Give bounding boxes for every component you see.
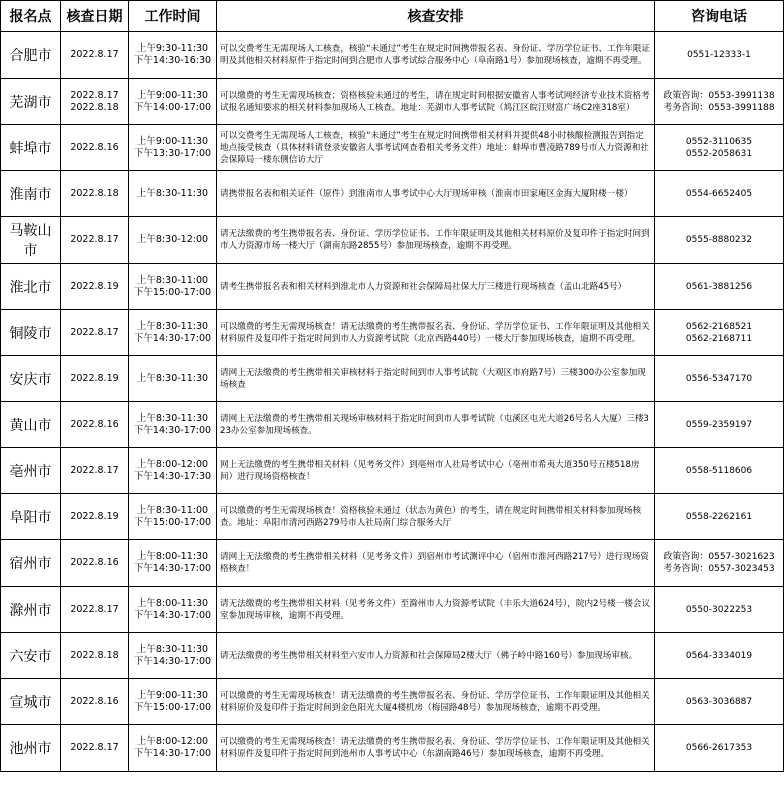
working-hours-cell [129, 402, 217, 448]
phone-line: 考务咨询：0553-3991188 [663, 102, 775, 113]
verification-arrangement-cell: 可以缴费的考生无需现场核查！请无法缴费的考生携带报名表、身份证、学历学位证书、工作年限证明及其他相关材料原件及复印件于指定时间到市人力资源考试院（北京西路440号）一楼大厅参加现场核查，逾期不再受理。 [217, 310, 655, 356]
verification-arrangement-cell: 请无法缴费的考生携带相关材料（见考务文件）至滁州市人力资源考试院（丰乐大道624号），院内2号楼一楼会议室参加现场审核，逾期不再受理。 [217, 587, 655, 633]
verification-date-cell [61, 494, 129, 540]
contact-phone-cell [655, 633, 784, 679]
table-row [1, 217, 784, 264]
verification-date-cell [61, 264, 129, 310]
time-line: 下午14:30-17:30 [133, 470, 212, 482]
date-line: 2022.8.17 [70, 464, 119, 476]
time-line: 上午8:00-11:30 [136, 597, 209, 609]
date-line: 2022.8.16 [70, 557, 119, 568]
verification-date-cell [61, 540, 129, 587]
header-verification-date: 核查日期 [61, 1, 129, 32]
registration-site-cell: 马鞍山市 [1, 217, 61, 264]
table-row [1, 679, 784, 725]
time-line: 上午8:30-11:00 [136, 504, 209, 516]
registration-site-cell: 蚌埠市 [1, 125, 61, 171]
table-row [1, 310, 784, 356]
contact-phone-cell [655, 310, 784, 356]
table-row [1, 448, 784, 494]
working-hours-cell [129, 494, 217, 540]
date-line: 2022.8.17 [70, 742, 119, 753]
time-line: 上午9:00-11:30 [136, 689, 209, 701]
phone-line: 0550-3022253 [685, 604, 753, 615]
time-line: 下午15:00-17:00 [133, 286, 212, 298]
contact-phone-cell [655, 356, 784, 402]
date-line: 2022.8.17 [70, 89, 119, 101]
working-hours-cell [129, 79, 217, 125]
time-line: 上午9:00-11:30 [136, 89, 209, 101]
date-line: 2022.8.19 [70, 510, 119, 522]
time-line: 上午8:30-11:30 [136, 412, 209, 424]
date-line: 2022.8.16 [70, 141, 119, 153]
verification-date-cell [61, 171, 129, 217]
verification-arrangement-cell: 可以缴费的考生无需现场核查！请无法缴费的考生携带报名表、身份证、学历学位证书、工作年限证明及其他相关材料原件及复印件于指定时间到池州市人事考试中心（东湖南路46号）参加现场核查，逾期不再受理。 [217, 725, 655, 772]
date-line: 2022.8.17 [70, 49, 119, 60]
registration-site-cell: 阜阳市 [1, 494, 61, 540]
verification-arrangement-cell: 请网上无法缴费的考生携带相关现场审核材料于指定时间到市人事考试院（屯溪区屯光大道26号名人大厦）三楼323办公室参加现场核查。 [217, 402, 655, 448]
time-line: 上午8:30-12:00 [136, 234, 209, 245]
working-hours-cell [129, 264, 217, 310]
verification-arrangement-cell: 请无法缴费的考生携带报名表、身份证、学历学位证书、工作年限证明及其他相关材料原价及复印件于指定时间到市人力资源市场一楼大厅（湖南东路2855号）参加现场核查，逾期不再受理。 [217, 217, 655, 264]
table-row [1, 494, 784, 540]
header-registration-site: 报名点 [1, 1, 61, 32]
time-line: 下午14:30-17:00 [133, 424, 212, 436]
phone-line: 0558-5118606 [685, 465, 753, 476]
table-row [1, 587, 784, 633]
time-line: 上午9:30-11:30 [136, 43, 209, 54]
phone-line: 0552-3110635 [685, 136, 753, 147]
time-line: 上午8:30-11:30 [136, 187, 209, 199]
phone-line: 政策咨询：0557-3021623 [663, 552, 775, 562]
phone-line: 考务咨询：0557-3023453 [663, 564, 775, 574]
working-hours-cell [129, 310, 217, 356]
phone-line: 0554-6652405 [685, 188, 753, 199]
registration-site-cell: 池州市 [1, 725, 61, 772]
date-line: 2022.8.18 [70, 101, 119, 113]
verification-date-cell [61, 587, 129, 633]
date-line: 2022.8.18 [70, 649, 119, 661]
phone-line: 0561-3881256 [685, 281, 753, 292]
header-verification-arrangement: 核查安排 [217, 1, 655, 32]
contact-phone-cell [655, 125, 784, 171]
verification-arrangement-cell: 请携带报名表和相关证件（原件）到淮南市人事考试中心大厅现场审核（淮南市田家庵区金海大厦附楼一楼） [217, 171, 655, 217]
verification-date-cell [61, 79, 129, 125]
contact-phone-cell [655, 448, 784, 494]
verification-date-cell [61, 402, 129, 448]
working-hours-cell [129, 125, 217, 171]
verification-arrangement-cell: 请网上无法缴费的考生携带相关材料（见考务文件）到宿州市考试测评中心（宿州市淮河西路217号）进行现场资格核查！ [217, 540, 655, 587]
registration-site-cell: 六安市 [1, 633, 61, 679]
verification-arrangement-cell: 可以交费考生无需现场人工核查，核验“未通过”考生在规定时间携带报名表、身份证、学历学位证书、工作年限证明及其他相关材料原件于指定时间到合肥市人事考试综合服务中心（阜南路1号）参加现场核查，逾期不再受理。 [217, 32, 655, 79]
contact-phone-cell [655, 725, 784, 772]
working-hours-cell [129, 217, 217, 264]
registration-site-cell: 亳州市 [1, 448, 61, 494]
working-hours-cell [129, 725, 217, 772]
contact-phone-cell [655, 540, 784, 587]
registration-site-cell: 淮南市 [1, 171, 61, 217]
verification-arrangement-cell: 可以缴费的考生无需现场核查；资格核验未通过的考生，请在规定时间根据安徽省人事考试网经济专业技术资格考试报名通知要求的相关材料参加现场人工核查。地址：芜湖市人事考试院（鸠江区皖江财富广场C2座318室） [217, 79, 655, 125]
verification-date-cell [61, 217, 129, 264]
registration-site-cell: 宣城市 [1, 679, 61, 725]
time-line: 上午9:00-11:30 [136, 135, 209, 147]
date-line: 2022.8.17 [70, 603, 119, 615]
verification-date-cell [61, 633, 129, 679]
time-line: 下午14:00-17:00 [133, 101, 212, 113]
verification-date-cell [61, 32, 129, 79]
date-line: 2022.8.16 [70, 695, 119, 707]
working-hours-cell [129, 356, 217, 402]
verification-arrangement-cell: 请无法缴费的考生携带相关材料至六安市人力资源和社会保障局2楼大厅（佛子岭中路160号）参加现场审核。 [217, 633, 655, 679]
contact-phone-cell [655, 402, 784, 448]
registration-site-cell: 芜湖市 [1, 79, 61, 125]
date-line: 2022.8.16 [70, 418, 119, 430]
table-row [1, 32, 784, 79]
time-line: 下午14:30-16:30 [133, 55, 212, 66]
date-line: 2022.8.18 [70, 187, 119, 199]
phone-line: 0566-2617353 [685, 743, 753, 753]
table-row [1, 171, 784, 217]
working-hours-cell [129, 171, 217, 217]
date-line: 2022.8.19 [70, 372, 119, 384]
table-body [1, 32, 784, 772]
time-line: 下午15:00-17:00 [133, 516, 212, 528]
phone-line: 政策咨询：0553-3991138 [663, 90, 775, 101]
time-line: 下午14:30-17:00 [133, 609, 212, 621]
contact-phone-cell [655, 679, 784, 725]
time-line: 上午8:00-12:00 [136, 458, 209, 470]
contact-phone-cell [655, 79, 784, 125]
date-line: 2022.8.17 [70, 326, 119, 338]
verification-date-cell [61, 125, 129, 171]
header-row [1, 1, 784, 32]
table-row [1, 264, 784, 310]
working-hours-cell [129, 540, 217, 587]
phone-line: 0558-2262161 [685, 511, 753, 522]
working-hours-cell [129, 633, 217, 679]
header-working-hours: 工作时间 [129, 1, 217, 32]
time-line: 下午15:00-17:00 [133, 701, 212, 713]
registration-site-cell: 安庆市 [1, 356, 61, 402]
table-row [1, 79, 784, 125]
time-line: 上午8:30-11:00 [136, 274, 209, 286]
registration-site-cell: 宿州市 [1, 540, 61, 587]
time-line: 上午8:30-11:30 [136, 320, 209, 332]
registration-site-cell: 淮北市 [1, 264, 61, 310]
working-hours-cell [129, 679, 217, 725]
working-hours-cell [129, 32, 217, 79]
working-hours-cell [129, 448, 217, 494]
table-row [1, 725, 784, 772]
phone-line: 0559-2359197 [685, 419, 753, 430]
table-row [1, 633, 784, 679]
phone-line: 0552-2058631 [685, 148, 753, 159]
header-contact-phone: 咨询电话 [655, 1, 784, 32]
registration-site-cell: 黄山市 [1, 402, 61, 448]
phone-line: 0556-5347170 [685, 373, 753, 384]
phone-line: 0563-3036887 [685, 696, 753, 707]
contact-phone-cell [655, 171, 784, 217]
registration-site-cell: 滁州市 [1, 587, 61, 633]
time-line: 下午14:30-17:00 [133, 332, 212, 344]
verification-date-cell [61, 356, 129, 402]
working-hours-cell [129, 587, 217, 633]
phone-line: 0562-2168711 [685, 333, 753, 344]
table-row [1, 125, 784, 171]
contact-phone-cell [655, 587, 784, 633]
contact-phone-cell [655, 494, 784, 540]
verification-date-cell [61, 448, 129, 494]
phone-line: 0564-3334019 [685, 650, 753, 661]
verification-date-cell [61, 310, 129, 356]
date-line: 2022.8.19 [70, 280, 119, 292]
verification-date-cell [61, 725, 129, 772]
verification-arrangement-cell: 网上无法缴费的考生携带相关材料（见考务文件）到亳州市人社局考试中心（亳州市希夷大道350号五楼518房间）进行现场资格核查！ [217, 448, 655, 494]
date-line: 2022.8.17 [70, 234, 119, 245]
time-line: 下午13:30-17:00 [133, 147, 212, 159]
phone-line: 0551-12333-1 [687, 50, 751, 60]
registration-site-cell: 铜陵市 [1, 310, 61, 356]
verification-arrangement-cell: 请网上无法缴费的考生携带相关审核材料于指定时间到市人事考试院（大观区市府路7号）三楼300办公室参加现场核查 [217, 356, 655, 402]
contact-phone-cell [655, 264, 784, 310]
time-line: 上午8:30-11:30 [136, 643, 209, 655]
contact-phone-cell [655, 217, 784, 264]
time-line: 下午14:30-17:00 [133, 748, 212, 759]
time-line: 上午8:00-12:00 [136, 736, 209, 747]
verification-arrangement-cell: 可以缴费的考生无需现场核查！资格核验未通过（状态为黄色）的考生，请在规定时间携带相关材料参加现场核查。地址：阜阳市清河西路279号市人社局南门综合服务大厅 [217, 494, 655, 540]
time-line: 上午8:00-11:30 [136, 551, 209, 562]
table-row [1, 356, 784, 402]
time-line: 上午8:30-11:30 [136, 372, 209, 384]
verification-arrangement-cell: 可以缴费的考生无需现场核查！请无法缴费的考生携带报名表、身份证、学历学位证书、工作年限证明及其他相关材料原价及复印件于指定时间到金色阳光大厦4楼机房（梅园路48号）参加现场核查，逾期不再受理。 [217, 679, 655, 725]
phone-line: 0562-2168521 [685, 321, 753, 332]
table-row [1, 402, 784, 448]
verification-date-cell [61, 679, 129, 725]
time-line: 下午14:30-17:00 [133, 655, 212, 667]
registration-site-cell: 合肥市 [1, 32, 61, 79]
table-row [1, 540, 784, 587]
verification-arrangement-cell: 可以交费考生无需现场人工核查，核验“未通过”考生在规定时间携带相关材料并提供48小时核酸检测报告到指定地点接受核查（具体材料请登录安徽省人事考试网查看相关考务文件）地址：蚌埠市曹凌路789号市人力资源和社会保障局一楼东侧信访大厅 [217, 125, 655, 171]
phone-line: 0555-8880232 [685, 235, 753, 245]
verification-arrangement-cell: 请考生携带报名表和相关材料到淮北市人力资源和社会保障局社保大厅三楼进行现场核查（孟山北路45号） [217, 264, 655, 310]
contact-phone-cell [655, 32, 784, 79]
time-line: 下午14:30-17:00 [133, 563, 212, 574]
